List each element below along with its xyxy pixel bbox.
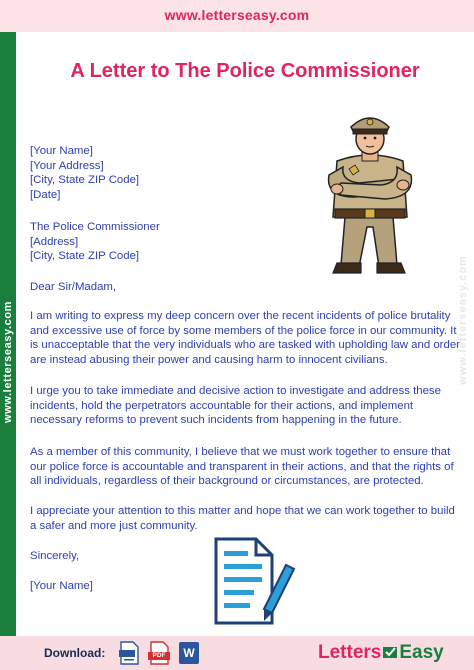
paragraph-line: and excessive use of force by some members of the police force in our community. It: [30, 324, 457, 337]
pdf-file-icon[interactable]: [148, 641, 170, 665]
paragraph-3: [30, 445, 454, 489]
watermark-url: www.letterseasy.com: [457, 255, 469, 385]
sender-city: [City, State ZIP Code]: [30, 174, 140, 187]
paragraph-line: a safer and more just community.: [30, 519, 198, 532]
document-pencil-icon: [212, 537, 296, 625]
brand-letters: Letters: [318, 642, 382, 663]
word-label: W: [183, 646, 195, 660]
police-officer-illustration: [315, 105, 425, 277]
paragraph-2: [30, 384, 450, 428]
letter-date: [Date]: [30, 188, 61, 201]
paragraph-line: our police force is accountable and transparent in their actions, and that the rights of: [30, 460, 454, 473]
paragraph-line: necessary reforms to prevent such incidents from happening in the future.: [30, 414, 402, 427]
paragraph-line: I urge you to take immediate and decisive action to investigate and address these: [30, 385, 441, 397]
envelope-check-icon: [382, 644, 398, 659]
paragraph-4: [30, 504, 455, 533]
recipient-title: The Police Commissioner: [30, 221, 160, 233]
recipient-city: [City, State ZIP Code]: [30, 250, 140, 263]
salutation: Dear Sir/Madam,: [30, 281, 117, 293]
signature-name: [Your Name]: [30, 580, 93, 592]
page-title: A Letter to The Police Commissioner: [70, 60, 420, 82]
site-url[interactable]: www.letterseasy.com: [164, 7, 310, 23]
paragraph-line: As a member of this community, I believe that we must work together to ensure that: [30, 446, 451, 458]
sender-block: [30, 144, 139, 202]
paragraph-line: I appreciate your attention to this matter and hope that we can work together to build: [30, 505, 455, 517]
recipient-block: [30, 220, 160, 264]
recipient-address: [Address]: [30, 235, 79, 248]
doc-file-icon[interactable]: [118, 641, 140, 665]
sender-name: [Your Name]: [30, 145, 93, 157]
download-label: Download:: [44, 646, 106, 660]
left-side-strip: [0, 32, 16, 636]
side-strip-url: www.letterseasy.com: [2, 300, 14, 424]
paragraph-1: [30, 309, 460, 367]
paragraph-line: all individuals, regardless of their background or circumstances, are protected.: [30, 475, 424, 488]
brand-easy: Easy: [399, 642, 444, 663]
brand-logo[interactable]: [318, 642, 444, 664]
pdf-label: PDF: [152, 652, 166, 659]
sender-address: [Your Address]: [30, 159, 104, 172]
paragraph-line: is unacceptable that the very individuals who are tasked with upholding law and order: [30, 339, 460, 352]
paragraph-line: incidents, hold the perpetrators accountable for their actions, and implement: [30, 399, 414, 412]
paragraph-line: are instead abusing their power and causing harm to innocent civilians.: [30, 353, 388, 366]
closing: Sincerely,: [30, 550, 80, 562]
word-file-icon[interactable]: [178, 641, 200, 665]
paragraph-line: I am writing to express my deep concern over the recent incidents of police brutality: [30, 310, 451, 322]
